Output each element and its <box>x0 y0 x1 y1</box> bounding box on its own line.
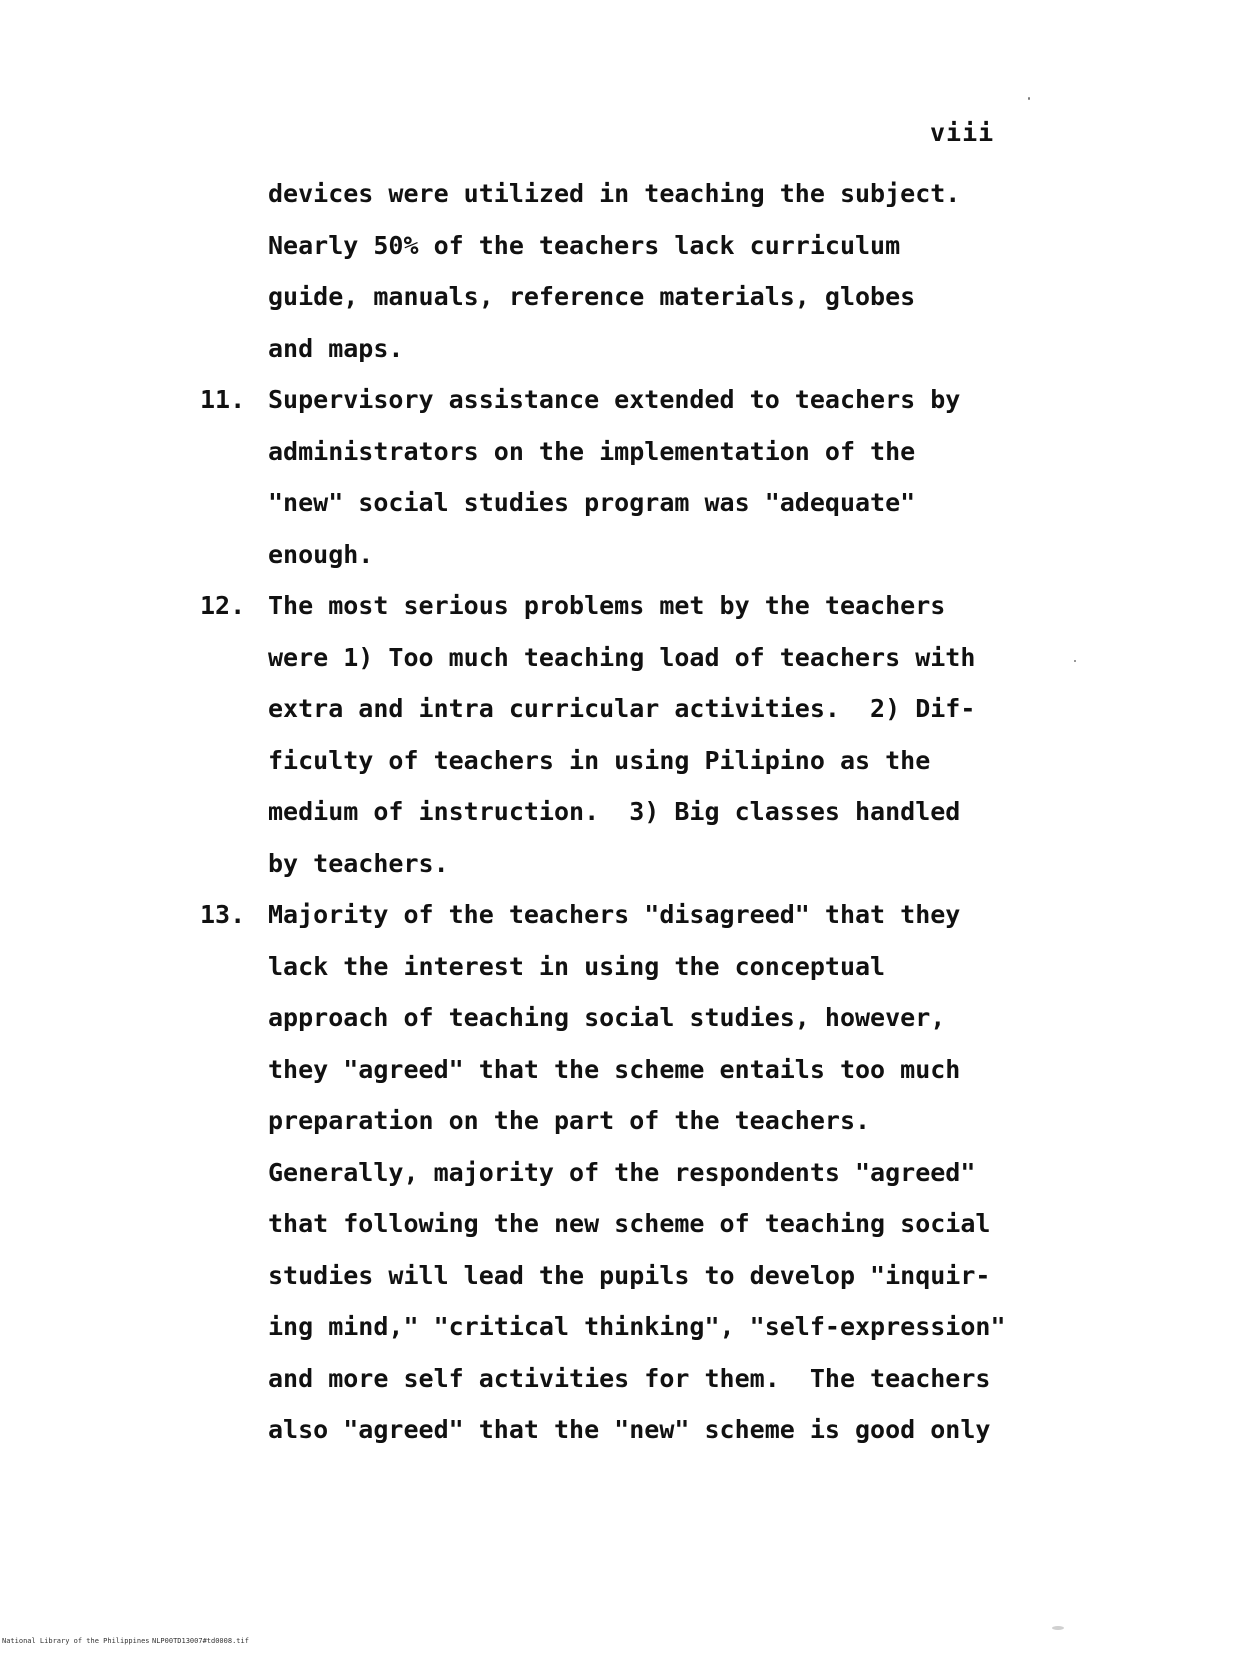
text-line <box>200 271 1020 323</box>
line-text: Supervisory assistance extended to teachers by <box>268 385 961 414</box>
text-line <box>200 1301 1020 1353</box>
text-line <box>200 683 1020 735</box>
text-line <box>200 529 1020 581</box>
footer-library-caption: National Library of the Philippines <box>2 1637 150 1645</box>
text-line <box>200 477 1020 529</box>
line-text: administrators on the implementation of the <box>268 436 916 466</box>
line-text: studies will lead the pupils to develop "inquir- <box>268 1260 991 1290</box>
line-text: they "agreed" that the scheme entails too much <box>268 1054 961 1084</box>
line-text: and more self activities for them. The teachers <box>268 1363 991 1393</box>
text-line <box>200 838 1020 890</box>
text-line <box>200 632 1020 684</box>
text-line <box>200 168 1020 220</box>
text-line <box>200 580 1020 632</box>
text-line <box>200 1198 1020 1250</box>
line-text: ficulty of teachers in using Pilipino as the <box>268 745 931 775</box>
text-line <box>200 735 1020 787</box>
line-text: extra and intra curricular activities. 2) Dif- <box>268 694 976 723</box>
text-line <box>200 941 1020 993</box>
body-text <box>200 168 1020 1456</box>
text-line <box>200 1353 1020 1405</box>
line-text: Nearly 50% of the teachers lack curriculum <box>268 230 901 260</box>
line-text: guide, manuals, reference materials, globes <box>268 282 916 311</box>
line-text: "new" social studies program was "adequate" <box>268 488 916 517</box>
line-text: enough. <box>268 539 374 569</box>
line-text: by teachers. <box>268 848 449 878</box>
footer-file-caption: NLP00TD13007#td0008.tif <box>152 1637 249 1645</box>
page-number: viii <box>930 118 995 147</box>
scan-speck <box>1028 97 1030 100</box>
line-text: Generally, majority of the respondents "agreed" <box>268 1157 976 1187</box>
text-line <box>200 426 1020 478</box>
line-text: The most serious problems met by the teachers <box>268 591 946 620</box>
text-line <box>200 1147 1020 1199</box>
line-text: preparation on the part of the teachers. <box>268 1106 871 1135</box>
text-line <box>200 992 1020 1044</box>
list-item-number: 11. <box>200 385 246 414</box>
line-text: lack the interest in using the conceptual <box>268 951 886 981</box>
line-text: also "agreed" that the "new" scheme is good only <box>268 1415 991 1444</box>
line-text: medium of instruction. 3) Big classes handled <box>268 797 961 826</box>
text-line <box>200 1044 1020 1096</box>
text-line <box>200 323 1020 375</box>
text-line <box>200 374 1020 426</box>
list-item-number: 13. <box>200 900 246 929</box>
text-line <box>200 1095 1020 1147</box>
scan-speck <box>1052 1626 1064 1630</box>
line-text: devices were utilized in teaching the subject. <box>268 179 961 208</box>
text-line <box>200 220 1020 272</box>
scan-speck <box>1074 660 1076 662</box>
line-text: approach of teaching social studies, however, <box>268 1003 946 1032</box>
list-item-number: 12. <box>200 591 246 620</box>
line-text: that following the new scheme of teaching social <box>268 1209 991 1238</box>
line-text: ing mind," "critical thinking", "self-expression" <box>268 1312 1006 1341</box>
line-text: Majority of the teachers "disagreed" that they <box>268 900 961 929</box>
text-line <box>200 786 1020 838</box>
text-line <box>200 1250 1020 1302</box>
text-line <box>200 1404 1020 1456</box>
line-text: were 1) Too much teaching load of teachers with <box>268 642 976 672</box>
text-line <box>200 889 1020 941</box>
line-text: and maps. <box>268 333 404 363</box>
